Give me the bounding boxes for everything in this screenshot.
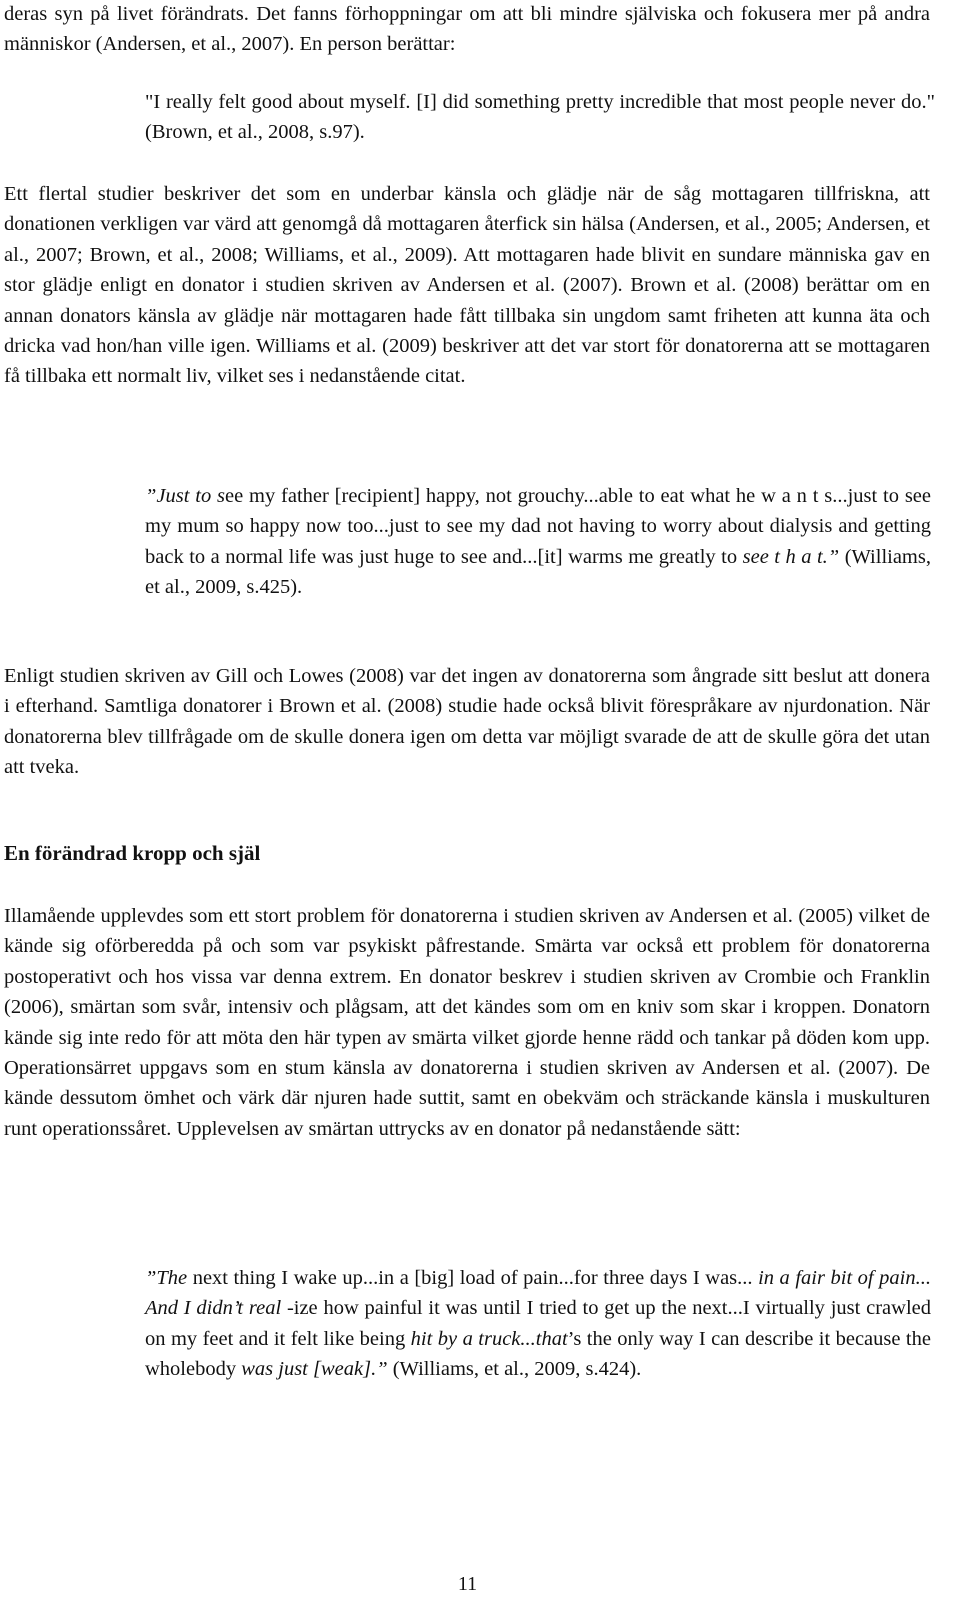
- page-number: 11: [457, 1573, 478, 1595]
- paragraph-illamaende: Illamående upplevdes som ett stort problem för donatorerna i studien skriven av Andersen et al. (2005) vilket de kände sig oförberedda på och som var psykiskt påfrestande. Smärta var också ett problem för donatorerna postoperativt och hos vissa var denna extrem. En donator beskrev i studien skriven av Crombie och Franklin (2006), smärtan som svår, intensiv och plågsam, att det kändes som om en kniv som skar i kroppen. Donatorn kände sig inte redo för att möta den här typen av smärta vilket gjorde henne rädd och tankar på döden kom upp. Operationsärret uppgavs som en stum känsla av donatorerna i studien skriven av Andersen et al. (2007). De kände dessutom ömhet och värk där njuren hade suttit, samt en obekväm och sträckande känsla i muskulturen runt operationssåret. Upplevelsen av smärtan uttrycks av en donator på nedanstående sätt:: [4, 905, 930, 1140]
- quote-italic-2: in a fair bit of pain... And I didn’t real: [145, 1267, 931, 1320]
- quote-italic-1: ”The: [145, 1267, 188, 1289]
- quote-text-4: (Williams, et al., 2009, s.424).: [387, 1358, 642, 1381]
- quote-brown: "I really felt good about myself. [I] did something pretty incredible that most people never do." (Brown, et al., 2008, s.97).: [145, 91, 935, 144]
- quote-italic-close: see t h a t.”: [742, 545, 840, 568]
- quote-williams-pain: [145, 1263, 931, 1385]
- paragraph-gladje: Ett flertal studier beskriver det som en underbar känsla och glädje när de såg mottagaren tillfriskna, att donationen verkligen var värd att genomgå då mottagaren återfick sin hälsa (Andersen, et al., 2005; Andersen, et al., 2007; Brown, et al., 2008; Williams, et al., 2009). Att mottagaren hade blivit en sundare människa gav en stor glädje enligt en donator i studien skriven av Andersen et al. (2007). Brown et al. (2008) berättar om en annan donators känsla av glädje när mottagaren hade fått tillbaka sin ungdom samt friheten att kunna äta och dricka vad hon/han ville igen. Williams et al. (2009) beskriver att det var stort för donatorerna att se mottagaren få tillbaka ett normalt liv, vilket ses i nedanstående citat.: [4, 183, 930, 388]
- quote-citation: (Williams, et al., 2009, s.425).: [145, 545, 931, 599]
- quote-text-2: -ize how painful it was until I tried to get up the next...I virtually just crawled on my feet and it felt like being: [145, 1297, 931, 1350]
- quote-italic-4: was just [weak].”: [241, 1358, 388, 1381]
- quote-body: ee my father [recipient] happy, not grouchy...able to eat what he w a n t s...just to see my mum so happy now too...just to see my dad not having to worry about dialysis and getting back to a normal life was just huge to see and...[it] warms me greatly to: [145, 485, 931, 568]
- quote-italic-3: hit by a truck...that: [410, 1327, 568, 1350]
- quote-text-1: next thing I wake up...in a [big] load of pain...for three days I was...: [187, 1267, 759, 1289]
- section-heading: En förändrad kropp och själ: [4, 841, 261, 865]
- quote-italic-open: ”Just to s: [145, 485, 225, 507]
- quote-text-3: ’s the only way I can describe it because the wholebody: [145, 1327, 931, 1381]
- intro-paragraph: deras syn på livet förändrats. Det fanns förhoppningar om att bli mindre själviska och fokusera mer på andra människor (Andersen, et al., 2007). En person berättar:: [4, 3, 930, 56]
- quote-williams-father: [145, 481, 931, 603]
- paragraph-gill-lowes: Enligt studien skriven av Gill och Lowes (2008) var det ingen av donatorerna som ångrade sitt beslut att donera i efterhand. Samtliga donatorer i Brown et al. (2008) studie hade också blivit förespråkare av njurdonation. När donatorerna blev tillfrågade om de skulle donera igen om detta var möjligt svarade de att de skulle göra det utan att tveka.: [4, 665, 930, 779]
